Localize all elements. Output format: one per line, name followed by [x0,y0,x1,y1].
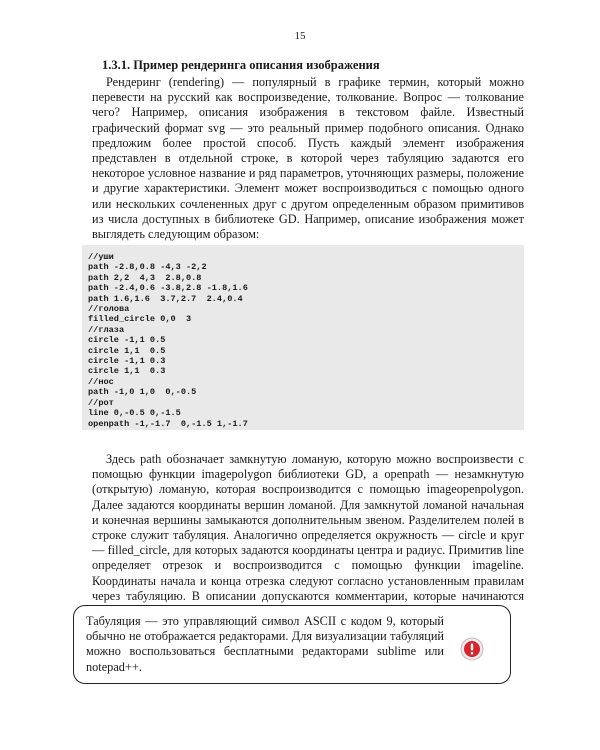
section-heading: 1.3.1. Пример рендеринга описания изображения [102,58,380,72]
code-line: path -2.8,0.8 -4,3 -2,2 [88,262,207,273]
paragraph-intro: Рендеринг (rendering) — популярный в графике термин, который можно перевести на русский как воспроизведение, толкование. Вопрос — толкование чего? Например, описания изображения в текстовом файле. Известный графический формат svg — это реальный пример подобного описания. Однако предложим более простой способ. Пусть каждый элемент изображения представлен в отдельной строке, в которой через табуляцию задаются его некоторое условное название и ряд параметров, уточняющих размеры, положение и другие характеристики. Элемент может воспроизводиться с помощью одного или нескольких сочлененных друг с другом определенным образом примитивов из числа доступных в библиотеке GD. Например, описание изображения может выглядеть следующим образом: [92,75,524,242]
code-line: circle -1,1 0.3 [88,356,166,367]
code-line: circle 1,1 0.5 [88,345,166,356]
note-text: Табуляция — это управляющий символ ASCII с кодом 9, который обычно не отображается редакторами. Для визуализации табуляций можно воспользоваться бесплатными редакторами sublime или notepad++. [86,614,444,674]
code-listing [88,252,248,429]
code-line: path 1.6,1.6 3.7,2.7 2.4,0.4 [88,293,243,304]
paragraph-explanation: Здесь path обозначает замкнутую ломаную, которую можно воспроизвести с помощью функции imagepolygon библиотеки GD, а openpath — незамкнутую (открытую) ломаную, которая воспроизводится с помощью imageopenpolygon. Далее задаются координаты вершин ломаной. Для замкнутой ломаной начальная и конечная вершины замыкаются дополнительным звеном. Разделителем полей в строке служит табуляция. Аналогично определяется окружность — circle и круг — filled_circle, для которых задаются координаты центра и радиус. Примитив line определяет отрезок и воспроизводится с помощью функции imageline. Координаты начала и конца отрезка следуют согласно установленным правилам через табуляцию. В описании допускаются комментарии, которые начинаются [92,452,524,603]
code-line: circle -1,1 0.5 [88,335,166,346]
code-line: openpath -1,-1.7 0,-1.5 1,-1.7 [88,418,248,429]
page-number: 15 [294,30,306,42]
code-line: //голова [88,304,130,315]
code-line: line 0,-0.5 0,-1.5 [88,408,181,419]
code-line: //уши [88,252,114,262]
code-line: //глаза [88,324,125,335]
code-line: filled_circle 0,0 3 [88,314,192,325]
code-line: path -1,0 1,0 0,-0.5 [88,387,197,398]
code-line: //нос [88,376,114,387]
code-line: path 2,2 4,3 2.8,0.8 [88,272,202,283]
exclamation-icon [460,637,484,661]
code-line: path -2.4,0.6 -3.8,2.8 -1.8,1.6 [88,283,248,294]
code-line: //рот [88,397,114,408]
code-line: circle 1,1 0.3 [88,366,166,377]
